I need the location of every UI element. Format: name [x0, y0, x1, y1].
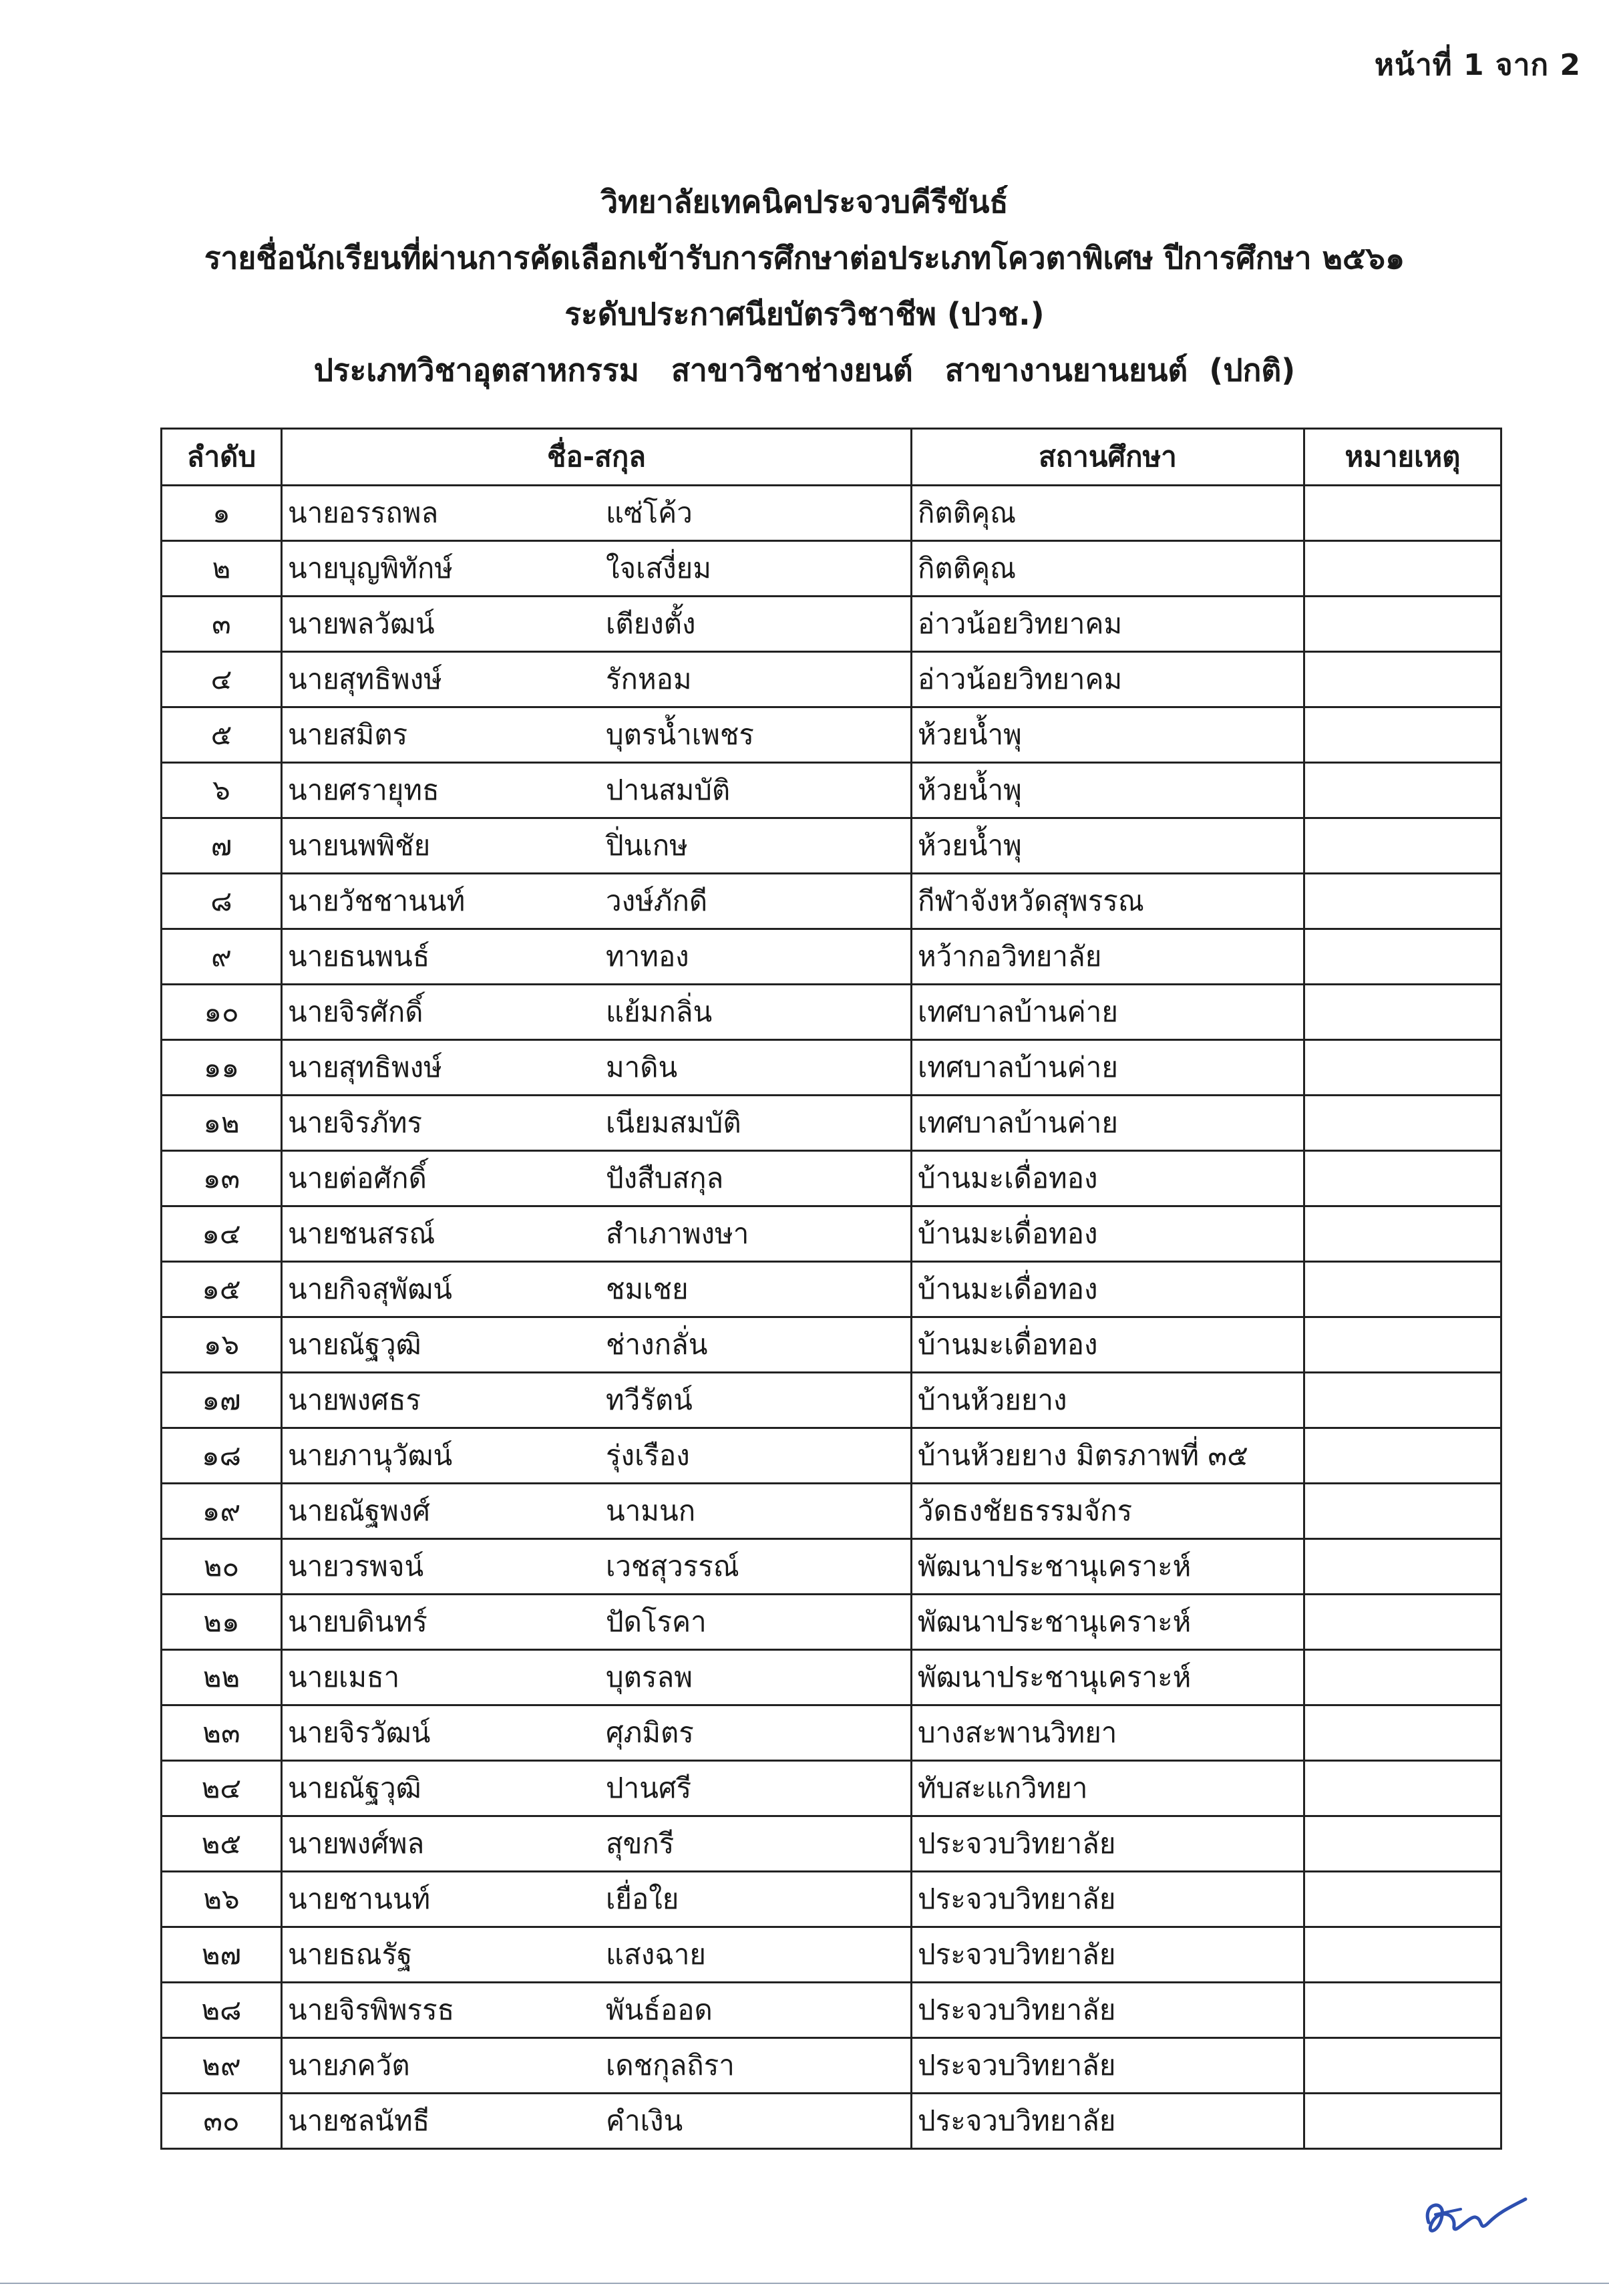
- student-name-cell: [282, 1872, 912, 1927]
- first-name: ต่อศักดิ์: [339, 1162, 427, 1194]
- student-name-cell: [282, 929, 912, 985]
- last-name: สำเภาพงษา: [606, 1217, 749, 1250]
- table-row: [162, 874, 1501, 929]
- first-name: ชลนัทธี: [339, 2104, 430, 2137]
- first-name: พงศธร: [339, 1383, 421, 1416]
- student-name: [288, 1156, 904, 1200]
- school-name: ประจวบวิทยาลัย: [912, 1816, 1304, 1872]
- remark-cell: [1304, 1983, 1501, 2038]
- school-name: บ้านมะเดื่อทอง: [912, 1206, 1304, 1262]
- student-name-cell: [282, 1816, 912, 1872]
- remark-cell: [1304, 1206, 1501, 1262]
- student-name: [288, 1101, 904, 1145]
- row-order-number: ๑๙: [162, 1484, 282, 1539]
- school-name: บ้านมะเดื่อทอง: [912, 1151, 1304, 1206]
- last-name: เวชสุวรรณ์: [606, 1550, 739, 1583]
- row-order-number: ๑: [162, 486, 282, 541]
- table-row: [162, 763, 1501, 818]
- name-title: นาย: [288, 552, 339, 585]
- first-name: ภานุวัฒน์: [339, 1439, 453, 1472]
- table-row: [162, 1206, 1501, 1262]
- student-name: [288, 1544, 904, 1589]
- row-order-number: ๑๘: [162, 1428, 282, 1484]
- student-name: [288, 1766, 904, 1810]
- last-name: วงษ์ภักดี: [606, 884, 708, 917]
- last-name: คำเงิน: [606, 2104, 683, 2137]
- name-title: นาย: [288, 1106, 339, 1139]
- first-name: สุทธิพงษ์: [339, 1051, 442, 1084]
- last-name: แสงฉาย: [606, 1938, 707, 1971]
- table-row: [162, 1705, 1501, 1761]
- student-name-cell: [282, 1650, 912, 1705]
- name-title: นาย: [288, 1938, 339, 1971]
- table-row: [162, 1872, 1501, 1927]
- name-title: นาย: [288, 2104, 339, 2137]
- student-name: [288, 1655, 904, 1699]
- last-name: นามนก: [606, 1494, 696, 1527]
- school-name: พัฒนาประชานุเคราะห์: [912, 1539, 1304, 1595]
- school-name: กีฬาจังหวัดสุพรรณ: [912, 874, 1304, 929]
- table-header-row: [162, 429, 1501, 486]
- first-name: ภควัต: [339, 2049, 410, 2082]
- name-title: นาย: [288, 1494, 339, 1527]
- student-name: [288, 1212, 904, 1256]
- student-name: [288, 935, 904, 979]
- student-name: [288, 1267, 904, 1311]
- row-order-number: ๒๔: [162, 1761, 282, 1816]
- name-title: นาย: [288, 1882, 339, 1915]
- name-title: นาย: [288, 496, 339, 529]
- last-name: ช่างกลั่น: [606, 1328, 708, 1361]
- student-name: [288, 1600, 904, 1644]
- student-table: [160, 428, 1502, 2150]
- name-title: นาย: [288, 2049, 339, 2082]
- name-title: นาย: [288, 1383, 339, 1416]
- remark-cell: [1304, 985, 1501, 1040]
- student-name-cell: [282, 1096, 912, 1151]
- name-title: นาย: [288, 718, 339, 751]
- remark-cell: [1304, 1484, 1501, 1539]
- name-title: นาย: [288, 1051, 339, 1084]
- first-name: จิรศักดิ์: [339, 995, 423, 1028]
- name-title: นาย: [288, 995, 339, 1028]
- student-name: [288, 1489, 904, 1533]
- student-name-cell: [282, 1705, 912, 1761]
- last-name: เดชกุลถิรา: [606, 2049, 735, 2082]
- first-name: ณัฐวุฒิ: [339, 1772, 421, 1804]
- row-order-number: ๑๖: [162, 1317, 282, 1373]
- school-name: อ่าวน้อยวิทยาคม: [912, 652, 1304, 707]
- table-row: [162, 1151, 1501, 1206]
- row-order-number: ๒๖: [162, 1872, 282, 1927]
- first-name: ชนสรณ์: [339, 1217, 435, 1250]
- remark-cell: [1304, 763, 1501, 818]
- last-name: ชมเชย: [606, 1273, 689, 1305]
- school-name: บ้านห้วยยาง: [912, 1373, 1304, 1428]
- last-name: แซ่โค้ว: [606, 496, 693, 529]
- student-name: [288, 990, 904, 1034]
- school-name: เทศบาลบ้านค่าย: [912, 1096, 1304, 1151]
- table-row: [162, 486, 1501, 541]
- row-order-number: ๒๑: [162, 1595, 282, 1650]
- student-name: [288, 2043, 904, 2088]
- name-title: นาย: [288, 884, 339, 917]
- row-order-number: ๓๐: [162, 2094, 282, 2149]
- first-name: ธนพนธ์: [339, 940, 430, 973]
- last-name: ทาทอง: [606, 940, 689, 973]
- last-name: ปังสืบสกุล: [606, 1162, 724, 1194]
- first-name: สุทธิพงษ์: [339, 663, 442, 695]
- remark-cell: [1304, 1872, 1501, 1927]
- last-name: สุขกรี: [606, 1827, 675, 1860]
- remark-cell: [1304, 1151, 1501, 1206]
- row-order-number: ๔: [162, 652, 282, 707]
- student-name-cell: [282, 1373, 912, 1428]
- table-row: [162, 1927, 1501, 1983]
- first-name: ณัฐพงศ์: [339, 1494, 430, 1527]
- first-name: วัชชานนท์: [339, 884, 466, 917]
- student-name: [288, 1045, 904, 1090]
- student-name-cell: [282, 985, 912, 1040]
- name-title: นาย: [288, 1217, 339, 1250]
- row-order-number: ๑๒: [162, 1096, 282, 1151]
- remark-cell: [1304, 1096, 1501, 1151]
- student-name: [288, 1988, 904, 2032]
- school-name: ประจวบวิทยาลัย: [912, 2094, 1304, 2149]
- first-name: จิรภัทร: [339, 1106, 423, 1139]
- student-name: [288, 1323, 904, 1367]
- name-title: นาย: [288, 607, 339, 640]
- row-order-number: ๒๙: [162, 2038, 282, 2094]
- first-name: อรรถพล: [339, 496, 439, 529]
- school-name: ประจวบวิทยาลัย: [912, 1927, 1304, 1983]
- remark-cell: [1304, 929, 1501, 985]
- school-name: ประจวบวิทยาลัย: [912, 1983, 1304, 2038]
- student-name-cell: [282, 1539, 912, 1595]
- name-title: นาย: [288, 1605, 339, 1638]
- first-name: เมธา: [339, 1661, 400, 1693]
- table-row: [162, 1373, 1501, 1428]
- student-name-cell: [282, 763, 912, 818]
- remark-cell: [1304, 707, 1501, 763]
- name-title: นาย: [288, 1328, 339, 1361]
- last-name: เนียมสมบัติ: [606, 1106, 741, 1139]
- school-name: เทศบาลบ้านค่าย: [912, 1040, 1304, 1096]
- header-order: ลำดับ: [162, 429, 282, 486]
- remark-cell: [1304, 874, 1501, 929]
- school-name: ประจวบวิทยาลัย: [912, 2038, 1304, 2094]
- last-name: ปานศรี: [606, 1772, 692, 1804]
- last-name: มาดิน: [606, 1051, 678, 1084]
- school-name: บ้านห้วยยาง มิตรภาพที่ ๓๕: [912, 1428, 1304, 1484]
- remark-cell: [1304, 1040, 1501, 1096]
- name-title: นาย: [288, 829, 339, 862]
- row-order-number: ๒๘: [162, 1983, 282, 2038]
- student-name-cell: [282, 1428, 912, 1484]
- table-row: [162, 2094, 1501, 2149]
- first-name: ธณรัฐ: [339, 1938, 413, 1971]
- student-name-cell: [282, 1595, 912, 1650]
- student-name: [288, 602, 904, 646]
- row-order-number: ๗: [162, 818, 282, 874]
- school-name: พัฒนาประชานุเคราะห์: [912, 1650, 1304, 1705]
- name-title: นาย: [288, 1273, 339, 1305]
- first-name: ศรายุทธ: [339, 774, 439, 806]
- school-name: เทศบาลบ้านค่าย: [912, 985, 1304, 1040]
- name-title: นาย: [288, 1993, 339, 2026]
- row-order-number: ๙: [162, 929, 282, 985]
- table-row: [162, 1761, 1501, 1816]
- remark-cell: [1304, 541, 1501, 597]
- document-title: รายชื่อนักเรียนที่ผ่านการคัดเลือกเข้ารับการศึกษาต่อประเภทโควตาพิเศษ ปีการศึกษา ๒๕๖๑: [204, 240, 1405, 276]
- first-name: จิรพิพรรธ: [339, 1993, 455, 2026]
- school-name: บางสะพานวิทยา: [912, 1705, 1304, 1761]
- student-name: [288, 2099, 904, 2143]
- table-row: [162, 1539, 1501, 1595]
- school-name: กิตติคุณ: [912, 486, 1304, 541]
- row-order-number: ๒๗: [162, 1927, 282, 1983]
- table-row: [162, 1428, 1501, 1484]
- name-title: นาย: [288, 1439, 339, 1472]
- name-title: นาย: [288, 1716, 339, 1749]
- remark-cell: [1304, 1705, 1501, 1761]
- student-name-cell: [282, 1317, 912, 1373]
- school-name: ประจวบวิทยาลัย: [912, 1872, 1304, 1927]
- remark-cell: [1304, 2094, 1501, 2149]
- student-name-cell: [282, 1262, 912, 1317]
- name-title: นาย: [288, 663, 339, 695]
- remark-cell: [1304, 1595, 1501, 1650]
- first-name: สมิตร: [339, 718, 408, 751]
- last-name: ทวีรัตน์: [606, 1383, 693, 1416]
- row-order-number: ๑๓: [162, 1151, 282, 1206]
- row-order-number: ๓: [162, 597, 282, 652]
- student-name: [288, 1378, 904, 1422]
- table-row: [162, 1484, 1501, 1539]
- remark-cell: [1304, 652, 1501, 707]
- table-row: [162, 707, 1501, 763]
- page-number: หน้าที่ 1 จาก 2: [1374, 48, 1581, 82]
- row-order-number: ๒๕: [162, 1816, 282, 1872]
- last-name: แย้มกลิ่น: [606, 995, 713, 1028]
- table-row: [162, 541, 1501, 597]
- header-name: ชื่อ-สกุล: [282, 429, 912, 486]
- remark-cell: [1304, 2038, 1501, 2094]
- remark-cell: [1304, 1927, 1501, 1983]
- table-row: [162, 1595, 1501, 1650]
- student-name: [288, 713, 904, 757]
- row-order-number: ๑๕: [162, 1262, 282, 1317]
- last-name: ปัดโรคา: [606, 1605, 707, 1638]
- student-name-cell: [282, 652, 912, 707]
- student-name-cell: [282, 2094, 912, 2149]
- bottom-rule: [0, 2283, 1609, 2284]
- document-header: [0, 174, 1609, 398]
- school-name: บ้านมะเดื่อทอง: [912, 1317, 1304, 1373]
- student-name: [288, 824, 904, 868]
- row-order-number: ๒๐: [162, 1539, 282, 1595]
- school-name: อ่าวน้อยวิทยาคม: [912, 597, 1304, 652]
- last-name: รักหอม: [606, 663, 692, 695]
- handwritten-signature-icon: [1409, 2176, 1536, 2249]
- last-name: บุตรลพ: [606, 1661, 693, 1693]
- row-order-number: ๒๓: [162, 1705, 282, 1761]
- table-row: [162, 818, 1501, 874]
- remark-cell: [1304, 818, 1501, 874]
- student-name: [288, 491, 904, 535]
- first-name: พลวัฒน์: [339, 607, 435, 640]
- student-name-cell: [282, 1151, 912, 1206]
- student-name: [288, 1434, 904, 1478]
- first-name: กิจสุพัฒน์: [339, 1273, 453, 1305]
- student-name: [288, 768, 904, 812]
- remark-cell: [1304, 1373, 1501, 1428]
- last-name: รุ่งเรือง: [606, 1439, 690, 1472]
- table-row: [162, 1983, 1501, 2038]
- last-name: เยื่อใย: [606, 1882, 679, 1915]
- header-remark: หมายเหตุ: [1304, 429, 1501, 486]
- student-name-cell: [282, 1927, 912, 1983]
- student-name-cell: [282, 597, 912, 652]
- last-name: ศุภมิตร: [606, 1716, 694, 1749]
- name-title: นาย: [288, 1772, 339, 1804]
- student-name: [288, 657, 904, 701]
- first-name: พงศ์พล: [339, 1827, 425, 1860]
- name-title: นาย: [288, 1550, 339, 1583]
- student-name-cell: [282, 874, 912, 929]
- row-order-number: ๑๑: [162, 1040, 282, 1096]
- student-name-cell: [282, 1484, 912, 1539]
- last-name: ปานสมบัติ: [606, 774, 731, 806]
- school-name: ห้วยน้ำพุ: [912, 818, 1304, 874]
- student-name-cell: [282, 1983, 912, 2038]
- table-row: [162, 1650, 1501, 1705]
- remark-cell: [1304, 1262, 1501, 1317]
- student-name: [288, 546, 904, 591]
- first-name: ณัฐวุฒิ: [339, 1328, 421, 1361]
- remark-cell: [1304, 1428, 1501, 1484]
- remark-cell: [1304, 1650, 1501, 1705]
- school-name: บ้านมะเดื่อทอง: [912, 1262, 1304, 1317]
- school-name: หว้ากอวิทยาลัย: [912, 929, 1304, 985]
- row-order-number: ๑๔: [162, 1206, 282, 1262]
- first-name: จิรวัฒน์: [339, 1716, 431, 1749]
- table-row: [162, 2038, 1501, 2094]
- remark-cell: [1304, 1317, 1501, 1373]
- institution-name: วิทยาลัยเทคนิคประจวบคีรีขันธ์: [600, 184, 1009, 220]
- first-name: ชานนท์: [339, 1882, 431, 1915]
- row-order-number: ๒๒: [162, 1650, 282, 1705]
- row-order-number: ๑๗: [162, 1373, 282, 1428]
- last-name: ใจเสงี่ยม: [606, 552, 711, 585]
- student-name-cell: [282, 541, 912, 597]
- remark-cell: [1304, 1761, 1501, 1816]
- school-name: วัดธงชัยธรรมจักร: [912, 1484, 1304, 1539]
- table-row: [162, 1040, 1501, 1096]
- first-name: วรพจน์: [339, 1550, 424, 1583]
- name-title: นาย: [288, 1661, 339, 1693]
- last-name: เตียงตั้ง: [606, 607, 696, 640]
- student-name-cell: [282, 707, 912, 763]
- student-name: [288, 1822, 904, 1866]
- school-name: ห้วยน้ำพุ: [912, 707, 1304, 763]
- name-title: นาย: [288, 774, 339, 806]
- first-name: บดินทร์: [339, 1605, 427, 1638]
- school-name: ทับสะแกวิทยา: [912, 1761, 1304, 1816]
- name-title: นาย: [288, 1827, 339, 1860]
- student-name-cell: [282, 486, 912, 541]
- remark-cell: [1304, 1539, 1501, 1595]
- student-name: [288, 1711, 904, 1755]
- student-name-cell: [282, 1040, 912, 1096]
- school-name: พัฒนาประชานุเคราะห์: [912, 1595, 1304, 1650]
- last-name: พันธ์ออด: [606, 1993, 713, 2026]
- student-name-cell: [282, 818, 912, 874]
- table-row: [162, 1816, 1501, 1872]
- table-row: [162, 1096, 1501, 1151]
- school-name: กิตติคุณ: [912, 541, 1304, 597]
- remark-cell: [1304, 486, 1501, 541]
- student-name-cell: [282, 1206, 912, 1262]
- table-row: [162, 929, 1501, 985]
- remark-cell: [1304, 1816, 1501, 1872]
- table-row: [162, 1262, 1501, 1317]
- table-row: [162, 985, 1501, 1040]
- table-row: [162, 1317, 1501, 1373]
- name-title: นาย: [288, 940, 339, 973]
- row-order-number: ๘: [162, 874, 282, 929]
- first-name: บุญพิทักษ์: [339, 552, 453, 585]
- program-details: ประเภทวิชาอุตสาหกรรม สาขาวิชาช่างยนต์ สาขางานยานยนต์ (ปกติ): [313, 352, 1296, 388]
- header-school: สถานศึกษา: [912, 429, 1304, 486]
- name-title: นาย: [288, 1162, 339, 1194]
- table-body: [162, 486, 1501, 2149]
- row-order-number: ๑๐: [162, 985, 282, 1040]
- certificate-level: ระดับประกาศนียบัตรวิชาชีพ (ปวช.): [564, 296, 1045, 332]
- student-name: [288, 1877, 904, 1921]
- student-name-cell: [282, 1761, 912, 1816]
- table-row: [162, 597, 1501, 652]
- school-name: ห้วยน้ำพุ: [912, 763, 1304, 818]
- row-order-number: ๒: [162, 541, 282, 597]
- last-name: บุตรน้ำเพชร: [606, 718, 754, 751]
- row-order-number: ๖: [162, 763, 282, 818]
- student-name: [288, 879, 904, 923]
- first-name: นพพิชัย: [339, 829, 431, 862]
- table-row: [162, 652, 1501, 707]
- last-name: ปิ่นเกษ: [606, 829, 688, 862]
- row-order-number: ๕: [162, 707, 282, 763]
- student-name: [288, 1933, 904, 1977]
- remark-cell: [1304, 597, 1501, 652]
- student-name-cell: [282, 2038, 912, 2094]
